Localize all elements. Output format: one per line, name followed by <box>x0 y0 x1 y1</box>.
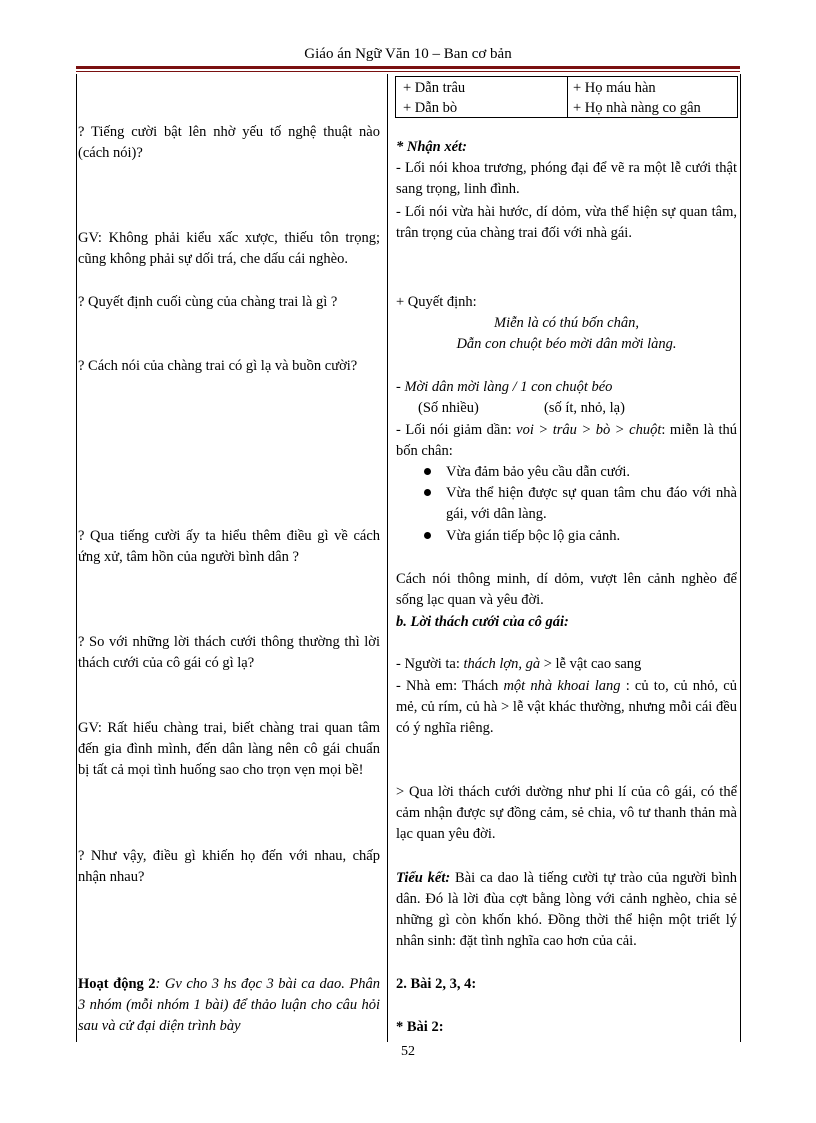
page-header-title: Giáo án Ngữ Văn 10 – Ban cơ bản <box>304 46 512 62</box>
nha-em-a: - Nhà em: Thách <box>396 678 504 694</box>
giam-dan-b: voi > trâu > bò > chuột <box>516 422 662 438</box>
nhan-xet-2: - Lối nói vừa hài hước, dí dỏm, vừa thể hiện sự quan tâm, trân trọng của chàng trai đối với nhà gái. <box>396 204 737 241</box>
contrast-line: - Mời dân mời làng / 1 con chuột béo <box>396 379 613 395</box>
question-ung-xu: ? Qua tiếng cười ấy ta hiểu thêm điều gì về cách ứng xử, tâm hồn của người bình dân ? <box>78 528 380 565</box>
qua-loi-thach-cuoi: > Qua lời thách cưới dường như phi lí của cô gái, có thể cảm nhận được sự đồng cảm, sẻ chia, vô tư thanh thản mà lạc quan yêu đời. <box>396 784 737 842</box>
table-left-row-2: + Dẫn bò <box>403 100 458 116</box>
question-den-voi-nhau: ? Như vậy, điều gì khiến họ đến với nhau, chấp nhận nhau? <box>78 848 380 885</box>
tieu-ket <box>396 868 737 952</box>
table-right-row-1: + Họ máu hàn <box>573 80 656 96</box>
giam-dan-c: : miễn là thú bốn chân: <box>396 422 737 459</box>
header-rule-thin <box>76 71 740 72</box>
nhan-xet-1: - Lối nói khoa trương, phóng đại để vẽ ra một lễ cưới thật sang trọng, linh đình. <box>396 160 737 197</box>
hoat-dong-2 <box>78 974 380 1037</box>
verse-line-2: Dẫn con chuột béo mời dân mời làng. <box>456 336 677 352</box>
nha-em-c: : củ to, củ nhỏ, củ mẻ, củ rím, củ hà > lễ vật khác thường, nhưng mỗi cái đều có ý nghĩa riêng. <box>396 678 737 736</box>
hoat-dong-2-text: : Gv cho 3 hs đọc 3 bài ca dao. Phân 3 nhóm (mỗi nhóm 1 bài) để thảo luận cho câu hỏi sau và cử đại diện trình bày <box>78 976 380 1034</box>
nha-em-b: một nhà khoai lang <box>503 678 621 694</box>
bullet-item-2: Vừa thể hiện được sự quan tâm chu đáo với nhà gái, với dân làng. <box>446 485 737 522</box>
cach-noi-thong-minh: Cách nói thông minh, dí dỏm, vượt lên cảnh nghèo để sống lạc quan và yêu đời. <box>396 571 737 608</box>
quyet-dinh-label: + Quyết định: <box>396 294 477 310</box>
bullet-item-1: Vừa đảm bảo yêu cầu dẫn cưới. <box>446 464 631 480</box>
table-right-row-2: + Họ nhà nàng co gân <box>573 100 701 116</box>
nguoi-ta-a: - Người ta: <box>396 656 464 672</box>
tieu-ket-label: Tiểu kết: <box>396 870 451 886</box>
nguoi-ta-b: thách lợn, gà <box>463 656 541 672</box>
hoat-dong-2-label: Hoạt động 2 <box>78 976 156 992</box>
section-bai-2: * Bài 2: <box>396 1019 444 1035</box>
section-bai-2-3-4: 2. Bài 2, 3, 4: <box>396 976 477 992</box>
section-b-title: b. Lời thách cưới của cô gái: <box>396 614 569 630</box>
nguoi-ta-line <box>396 654 737 675</box>
gv-note-1: GV: Không phải kiểu xấc xược, thiếu tôn trọng; cũng không phải sự dối trá, che dấu cái nghèo. <box>78 230 380 267</box>
bullet-dot-icon <box>422 530 433 541</box>
bullet-dot-icon <box>422 466 433 477</box>
bullet-dot-icon <box>422 487 433 498</box>
nguoi-ta-c: > lễ vật cao sang <box>540 656 642 672</box>
verse-line-1: Miễn là có thú bốn chân, <box>494 315 639 331</box>
bullet-item-3: Vừa gián tiếp bộc lộ gia cảnh. <box>446 528 621 544</box>
contrast-so-it: (số ít, nhỏ, lạ) <box>544 400 625 416</box>
table-border-left <box>76 74 77 1042</box>
tieu-ket-text: Bài ca dao là tiếng cười tự trào của người bình dân. Đó là lời đùa cợt bằng lòng với cảnh nghèo, chia sẻ những gì còn khốn khó. Đồng thời thể hiện một triết lý nhân sinh: đặt tình nghĩa cao hơn của cải. <box>396 870 738 949</box>
nha-em-line <box>396 676 737 739</box>
nhan-xet-title: * Nhận xét: <box>396 139 467 155</box>
dan-cuoi-table <box>395 76 738 118</box>
dan-cuoi-table-divider <box>567 77 568 117</box>
header-rule-thick <box>76 66 740 69</box>
giam-dan <box>396 420 737 462</box>
contrast-so-nhieu: (Số nhiều) <box>418 400 479 416</box>
question-cach-noi: ? Cách nói của chàng trai có gì lạ và buồn cười? <box>78 358 358 374</box>
giam-dan-a: - Lối nói giảm dần: <box>396 422 517 438</box>
table-border-right <box>740 74 741 1042</box>
table-border-middle <box>387 74 388 1042</box>
gv-note-2: GV: Rất hiểu chàng trai, biết chàng trai quan tâm đến gia đình mình, đến dân làng nên cô gái chuẩn bị tất cả mọi tình huống sao cho trọn vẹn mọi bề! <box>78 720 380 778</box>
question-quyet-dinh: ? Quyết định cuối cùng của chàng trai là gì ? <box>78 294 338 310</box>
question-thach-cuoi: ? So với những lời thách cưới thông thường thì lời thách cưới của cô gái có gì lạ? <box>78 634 380 671</box>
page-number: 52 <box>401 1044 415 1059</box>
table-left-row-1: + Dẫn trâu <box>403 80 466 96</box>
question-tieng-cuoi: ? Tiếng cười bật lên nhờ yếu tố nghệ thuật nào (cách nói)? <box>78 124 380 161</box>
